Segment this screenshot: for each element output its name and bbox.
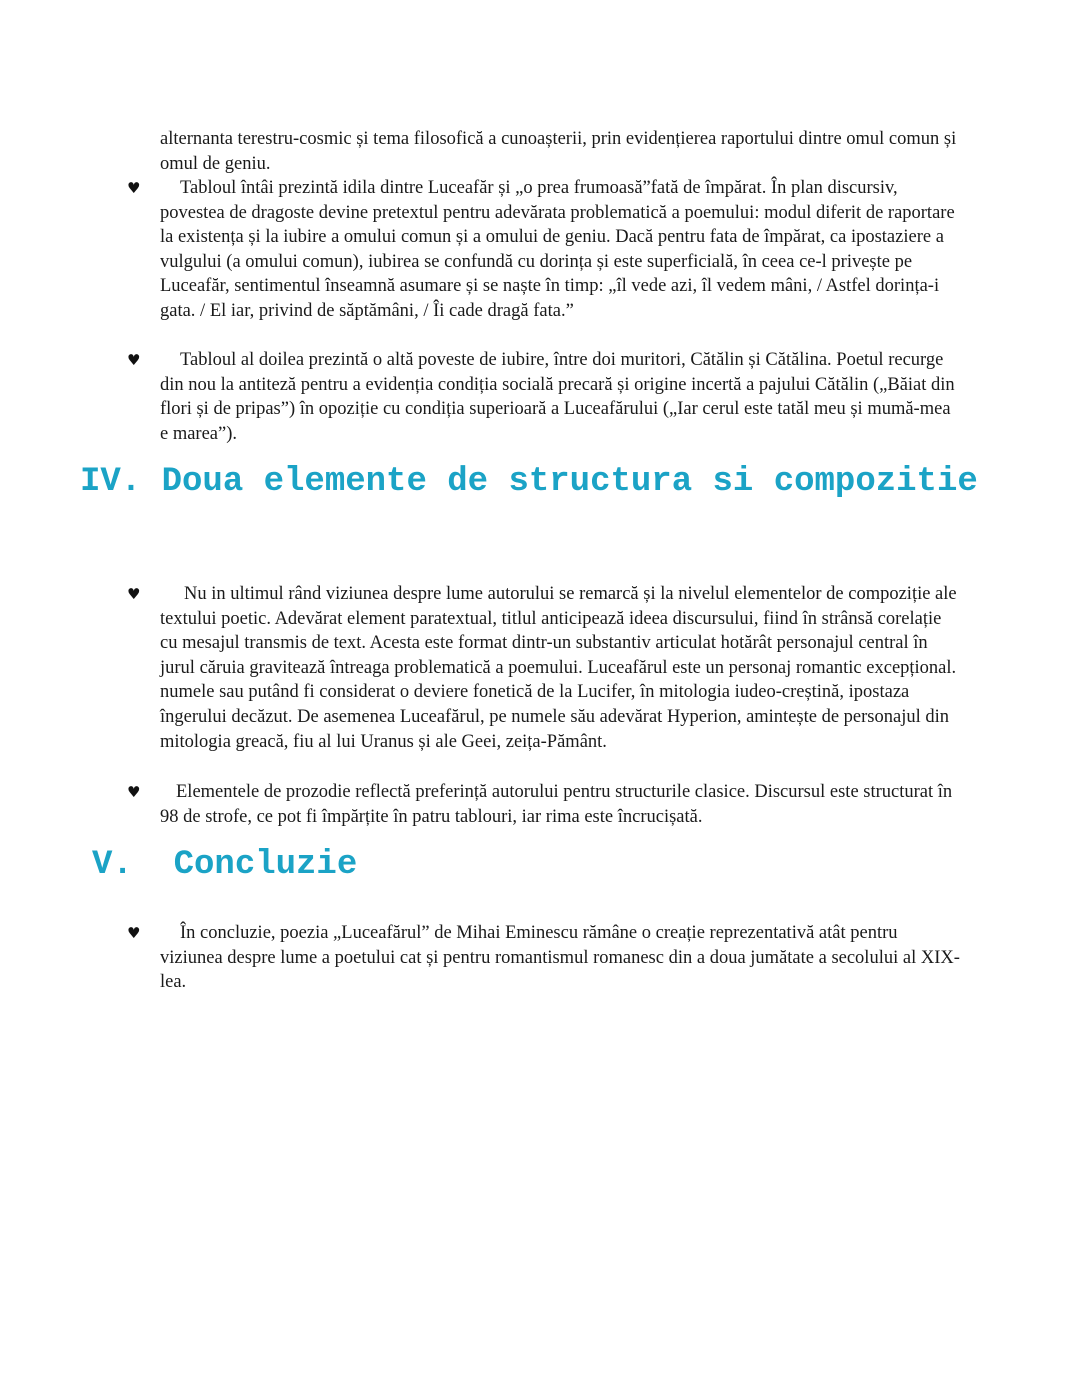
list-item-text: Elementele de prozodie reflectă preferință autorului pentru structurile clasice. Discursul este structurat în 98 de strofe, ce pot fi împărțite în patru tablouri, iar rima este încrucișată.	[160, 782, 953, 827]
section-heading-structure: IV. Doua elemente de structura si compozitie	[80, 463, 978, 501]
list-item-text: În concluzie, poezia „Luceafărul” de Mihai Eminescu rămâne o creație reprezentativă atât pentru viziunea despre lume a poetului cat și pentru romantismul romanesc din a doua jumătate a secolului al XIX-lea.	[160, 923, 960, 993]
heart-bullet-icon: ♥	[127, 585, 141, 603]
heart-bullet-icon: ♥	[127, 924, 141, 942]
list-item	[127, 780, 960, 829]
heart-bullet-icon: ♥	[127, 783, 141, 801]
list-item-text: Tabloul al doilea prezintă o altă poveste de iubire, între doi muritori, Cătălin și Cătălina. Poetul recurge din nou la antiteză pentru a evidenția condiția socială precară și origine incertă a pajului Cătălin („Băiat din flori și de pripas”) în opoziție cu condiția superioară a Luceafărului („Iar cerul este tatăl meu și mumă-mea e marea”).	[160, 350, 955, 444]
list-item	[127, 582, 960, 754]
list-item-text: Nu in ultimul rând viziunea despre lume autorului se remarcă și la nivelul elementelor de compoziție ale textului poetic. Adevărat element paratextual, titlul anticipează ideea discursului, fiind în strânsă corelație cu mesajul transmis de text. Acesta este format dintr-un substantiv articulat hotărât personajul central în jurul căruia gravitează întreaga problematică a poemului. Luceafărul este un personaj romantic excepțional. numele sau putând fi considerat o deviere fonetică de la Lucifer, în mitologia iudeo-creștină, ipostaza îngerului decăzut. De asemenea Luceafărul, pe numele său adevărat Hyperion, amintește de personajul din mitologia greacă, fiu al lui Uranus și ale Geei, zeița-Pământ.	[160, 584, 957, 752]
list-item-text: Tabloul întâi prezintă idila dintre Luceafăr și „o prea frumoasă”fată de împărat. În plan discursiv, povestea de dragoste devine pretextul pentru adevărata problematică a poemului: modul diferit de raportare la existența și la iubire a omului comun și a omului de geniu. Dacă pentru fata de împărat, ca ipostaziere a vulgului (a omului comun), iubirea se confundă cu dorința și este superficială, în ceea ce-l privește pe Luceafăr, sentimentul înseamnă asumare și se naște în timp: „îl vede azi, îl vedem mâni, / Astfel dorința-i gata. / El iar, privind de săptămâni, / Îi cade dragă fata.”	[160, 178, 955, 321]
section-heading-conclusion: V. Concluzie	[92, 846, 358, 884]
list-item	[127, 176, 960, 324]
list-item	[127, 921, 960, 995]
heart-bullet-icon: ♥	[127, 351, 141, 369]
heart-bullet-icon: ♥	[127, 179, 141, 197]
list-item	[127, 348, 960, 446]
intro-paragraph: alternanta terestru-cosmic și tema filosofică a cunoașterii, prin evidențierea raportului dintre omul comun și omul de geniu.	[160, 129, 957, 174]
